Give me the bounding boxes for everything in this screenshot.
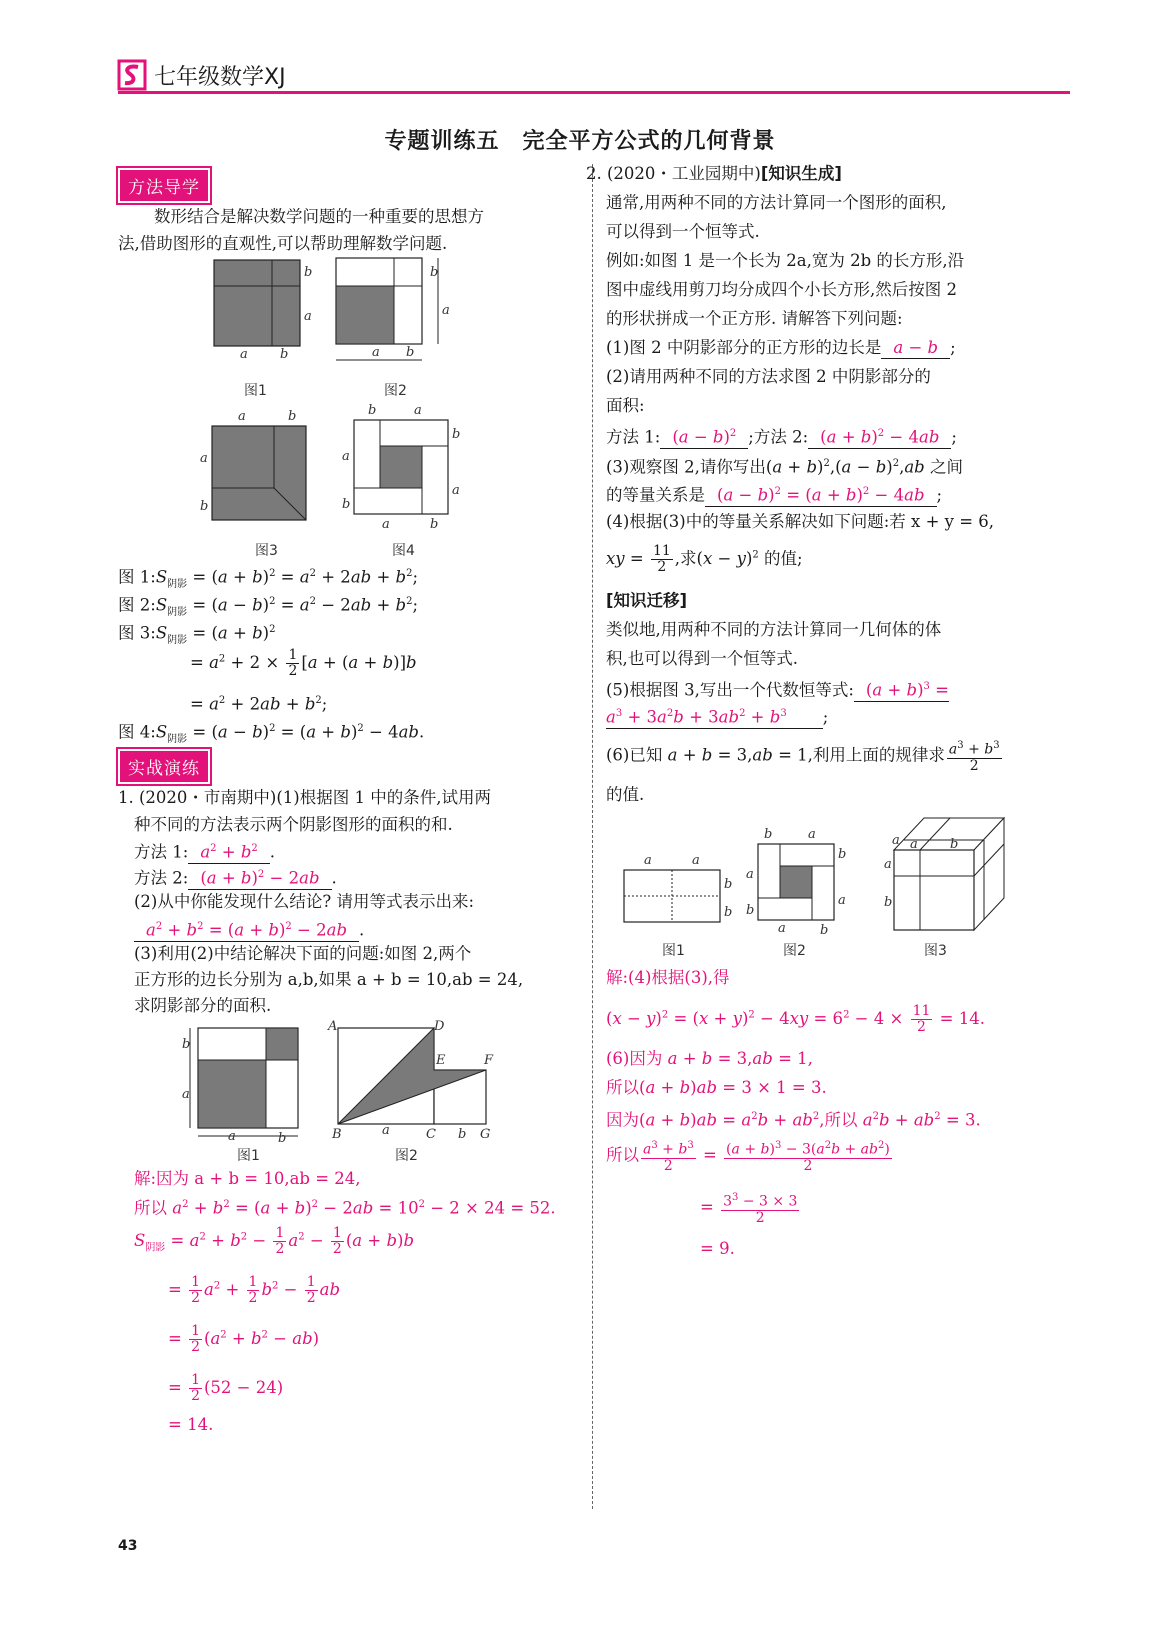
top-figure-1 [210,258,320,368]
svg-text:a: a [342,449,350,464]
q1-method-2: 方法 2: $(a + b)^2 - 2ab$ . [134,865,337,890]
q2-tag-generation: [知识生成] [760,164,842,183]
q2-part-1: (1)图 2 中阴影部分的正方形的边长是 a − b ; [606,338,956,357]
svg-text:b: b [342,497,351,512]
svg-text:b: b [368,403,377,418]
svg-text:b: b [430,265,439,280]
q2-part-4-1: (4)根据(3)中的等量关系解决如下问题:若 x + y = 6, [606,512,995,531]
top-fig-label-4: 图4 [392,543,415,559]
formula-4-sub: 阴影 [167,733,188,745]
q2-stem-text: 2. (2020・工业园期中) [586,164,761,183]
svg-text:b: b [820,923,829,938]
header-title: 七年级数学XJ [154,65,286,90]
q2-solution-1: 解:(4)根据(3),得 [606,968,730,987]
q2-part-5-2: $a^3 + 3a^2b + 3ab^2 + b^3$ ; [606,704,828,729]
top-figure-2 [334,256,454,376]
formula-1: 图 $1:S_{阴影} = (a + b)^2 = a^2 + 2ab + b^2$; [118,567,419,590]
formula-2-prefix: 图 2: [118,595,156,615]
q2-figure-2 [744,826,854,938]
q2-line-5: 的形状拼成一个正方形. 请解答下列问题: [606,309,903,328]
formula-2: 图 $2:S_{阴影} = (a - b)^2 = a^2 - 2ab + b^2$; [118,595,419,618]
q1-part-3-1: (3)利用(2)中结论解决下面的问题:如图 2,两个 [134,944,472,963]
q1-solution-6: = $\frac{1}{2}$ (52 − 24) [168,1372,284,1404]
svg-text:C: C [426,1127,436,1142]
svg-text:b: b [280,347,289,362]
q2-part-1-text: (1)图 2 中阴影部分的正方形的边长是 [606,338,882,357]
svg-text:A: A [328,1019,338,1034]
q1-figure-2 [326,1016,506,1142]
top-fig-label-2: 图2 [384,383,407,399]
svg-text:b: b [304,265,313,280]
page-header [118,58,1070,94]
q1-stem-2: 种不同的方法表示两个阴影图形的面积的和. [134,815,453,834]
svg-text:b: b [746,903,755,918]
top-fig-label-3: 图3 [255,543,278,559]
svg-text:a: a [382,1123,390,1138]
q1-method-2-label: 方法 2: [134,868,189,888]
svg-text:a: a [304,309,312,324]
top-fig-label-1: 图1 [244,383,267,399]
svg-text:a: a [838,893,846,908]
q2-solution-5: 因为$(a + b)ab = a^2b + ab^2$,所以 $a^2b + ab^2 = 3$. [606,1110,981,1130]
q2-solution-2: $(x - y)^2 = (x + y)^2 - 4xy = 6^2 - 4$ × $\frac{11}{2}$ = 14. [606,1003,985,1035]
q1-part-3-3: 求阴影部分的面积. [134,996,272,1015]
page-number: 43 [118,1538,138,1554]
q2-fig-label-3: 图3 [924,943,947,959]
svg-text:B: B [332,1127,342,1142]
svg-text:E: E [436,1053,446,1068]
svg-text:b: b [458,1127,467,1142]
svg-text:b: b [278,1131,287,1146]
svg-text:a: a [442,303,450,318]
svg-text:b: b [452,427,461,442]
svg-text:a: a [200,451,208,466]
q2-figure-3 [880,806,1010,932]
q2-part-3-label: 的等量关系是 [606,485,705,505]
q2-part-3-1: (3)观察图 2,请你写出$(a + b)^2,(a - b)^2,ab$ 之间 [606,457,963,477]
q1-method-1-label: 方法 1: [134,842,189,862]
q2-part-5-1: (5)根据图 3,写出一个代数恒等式: $(a + b)^3$ = [606,677,949,702]
q2-transfer-2: 积,也可以得到一个恒等式. [606,649,798,668]
top-figure-3 [196,406,316,526]
q2-part-6-2: 的值. [606,785,645,804]
q2-part-5-label: (5)根据图 3,写出一个代数恒等式: [606,680,854,700]
formula-3-sub: 阴影 [167,634,188,646]
svg-text:b: b [950,837,959,852]
practice-badge: 实战演练 [118,749,210,784]
svg-text:a: a [910,837,918,852]
q2-part-2-1: (2)请用两种不同的方法求图 2 中阴影部分的 [606,367,931,386]
formula-4-prefix: 图 4: [118,722,156,742]
q2-solution-3: (6)因为 a + b = 3,ab = 1, [606,1049,813,1068]
q1-solution-4: = $\frac{1}{2}$ $a^2$ + $\frac{1}{2}$ $b^2$ − $\frac{1}{2}$ ab [168,1274,341,1306]
svg-text:a: a [382,517,390,532]
svg-text:a: a [892,833,900,848]
svg-text:a: a [692,853,700,868]
q2-method-2-label: ;方法 2: [748,427,809,447]
logo-icon [118,60,146,90]
svg-text:b: b [724,905,733,920]
svg-text:a: a [240,347,248,362]
svg-text:b: b [430,517,439,532]
svg-text:a: a [372,345,380,360]
q2-transfer-1: 类似地,用两种不同的方法计算同一几何体的体 [606,620,942,639]
q1-fig-label-2: 图2 [395,1148,418,1164]
svg-text:a: a [746,867,754,882]
formula-1-prefix: 图 1: [118,567,156,587]
svg-text:b: b [764,827,773,842]
q1-solution-1: 解:因为 a + b = 10,ab = 24, [134,1169,361,1188]
svg-text:b: b [288,409,297,424]
q1-solution-7: = 14. [168,1415,214,1434]
intro-line-2: 法,借助图形的直观性,可以帮助理解数学问题. [118,234,448,253]
top-figure-4 [338,404,468,534]
formula-3-step-2: = $a^2 + 2$ × $\frac{1}{2}$ [a + (a + b)]b [190,647,417,679]
svg-text:a: a [414,403,422,418]
svg-text:b: b [884,895,893,910]
q1-solution-5: = $\frac{1}{2}$ $(a^2 + b^2 - ab)$ [168,1323,320,1355]
svg-text:b: b [838,847,847,862]
svg-text:a: a [238,409,246,424]
q1-stem-1: 1. (2020・市南期中)(1)根据图 1 中的条件,试用两 [118,788,491,807]
q1-solution-3: $S_{阴影} = a^2 + b^2$ − $\frac{1}{2}$ $a^2$ − $\frac{1}{2}$ (a + b)b [134,1225,415,1257]
svg-text:a: a [182,1087,190,1102]
header-rule [118,91,1070,94]
q2-solution-4: 所以(a + b)ab = 3 × 1 = 3. [606,1078,827,1097]
q1-figure-1 [180,1024,310,1146]
svg-text:b: b [406,345,415,360]
page-title: 专题训练五 完全平方公式的几何背景 [384,129,776,154]
q1-solution-2: 所以 $a^2 + b^2 = (a + b)^2 - 2ab = 10^2 - 2 \times 24 = 52$. [134,1198,556,1218]
q2-part-2-2: 面积: [606,396,645,415]
svg-text:a: a [452,483,460,498]
q2-line-1: 通常,用两种不同的方法计算同一个图形的面积, [606,193,947,212]
q2-part-1-answer: a − b [893,338,939,357]
q2-solution-6: 所以 $\frac{a^3 + b^3}{2}$ = $\frac{(a + b)^3 - 3(a^2b + ab^2)}{2}$ [606,1140,890,1174]
intro-line-1: 数形结合是解决数学问题的一种重要的思想方 [154,207,484,226]
formula-1-sub: 阴影 [167,578,188,590]
formula-3-step-3: = $a^2 + 2ab + b^2$; [190,694,328,714]
q2-line-2: 可以得到一个恒等式. [606,222,760,241]
q1-fig-label-1: 图1 [237,1148,260,1164]
q2-line-4: 图中虚线用剪刀均分成四个小长方形,然后按图 2 [606,280,957,299]
q2-line-3: 例如:如图 1 是一个长为 2a,宽为 2b 的长方形,沿 [606,251,965,270]
q2-part-6-1: (6)已知 a + b = 3,ab = 1,利用上面的规律求 $\frac{a^3 + b^3}{2}$ [606,740,1000,774]
svg-text:a: a [884,857,892,872]
svg-text:b: b [200,499,209,514]
formula-4: 图 $4:S_{阴影} = (a - b)^2 = (a + b)^2 - 4ab$. [118,722,425,745]
q2-figure-1 [620,852,740,932]
q1-part-2: (2)从中你能发现什么结论? 请用等式表示出来: [134,892,475,911]
q2-part-4-2: xy = $\frac{11}{2}$ ,求$(x - y)^2$ 的值; [606,543,803,575]
formula-2-sub: 阴影 [167,606,188,618]
svg-text:a: a [778,921,786,936]
svg-text:b: b [182,1037,191,1052]
q2-tag-transfer: [知识迁移] [606,591,688,610]
method-badge: 方法导学 [118,168,210,203]
column-divider [592,164,593,1509]
svg-text:F: F [484,1053,494,1068]
q2-fig-label-2: 图2 [783,943,806,959]
q1-part-2-answer: $a^2 + b^2 = (a + b)^2 - 2ab$ . [134,917,364,942]
q1-part-3-2: 正方形的边长分别为 a,b,如果 a + b = 10,ab = 24, [134,970,524,989]
q2-part-3-2: 的等量关系是 $(a - b)^2 = (a + b)^2 - 4ab$ ; [606,482,942,507]
svg-text:a: a [228,1129,236,1144]
q1-method-1: 方法 1: $a^2 + b^2$ . [134,839,275,864]
formula-3-prefix: 图 3: [118,623,156,643]
q2-stem [586,163,842,185]
q2-solution-8: = 9. [700,1239,735,1258]
q2-method-1-label: 方法 1: [606,427,661,447]
svg-text:b: b [724,877,733,892]
q2-solution-7: = $\frac{3^3 - 3 \times 3}{2}$ [700,1192,798,1226]
q2-fig-label-1: 图1 [662,943,685,959]
svg-text:G: G [480,1127,491,1142]
svg-text:a: a [644,853,652,868]
svg-text:a: a [808,827,816,842]
svg-text:D: D [434,1019,445,1034]
formula-3: 图 $3:S_{阴影} = (a + b)^2$ [118,623,276,646]
q2-methods: 方法 1: $(a - b)^2$ ;方法 2: $(a + b)^2 - 4ab$ ; [606,424,957,449]
